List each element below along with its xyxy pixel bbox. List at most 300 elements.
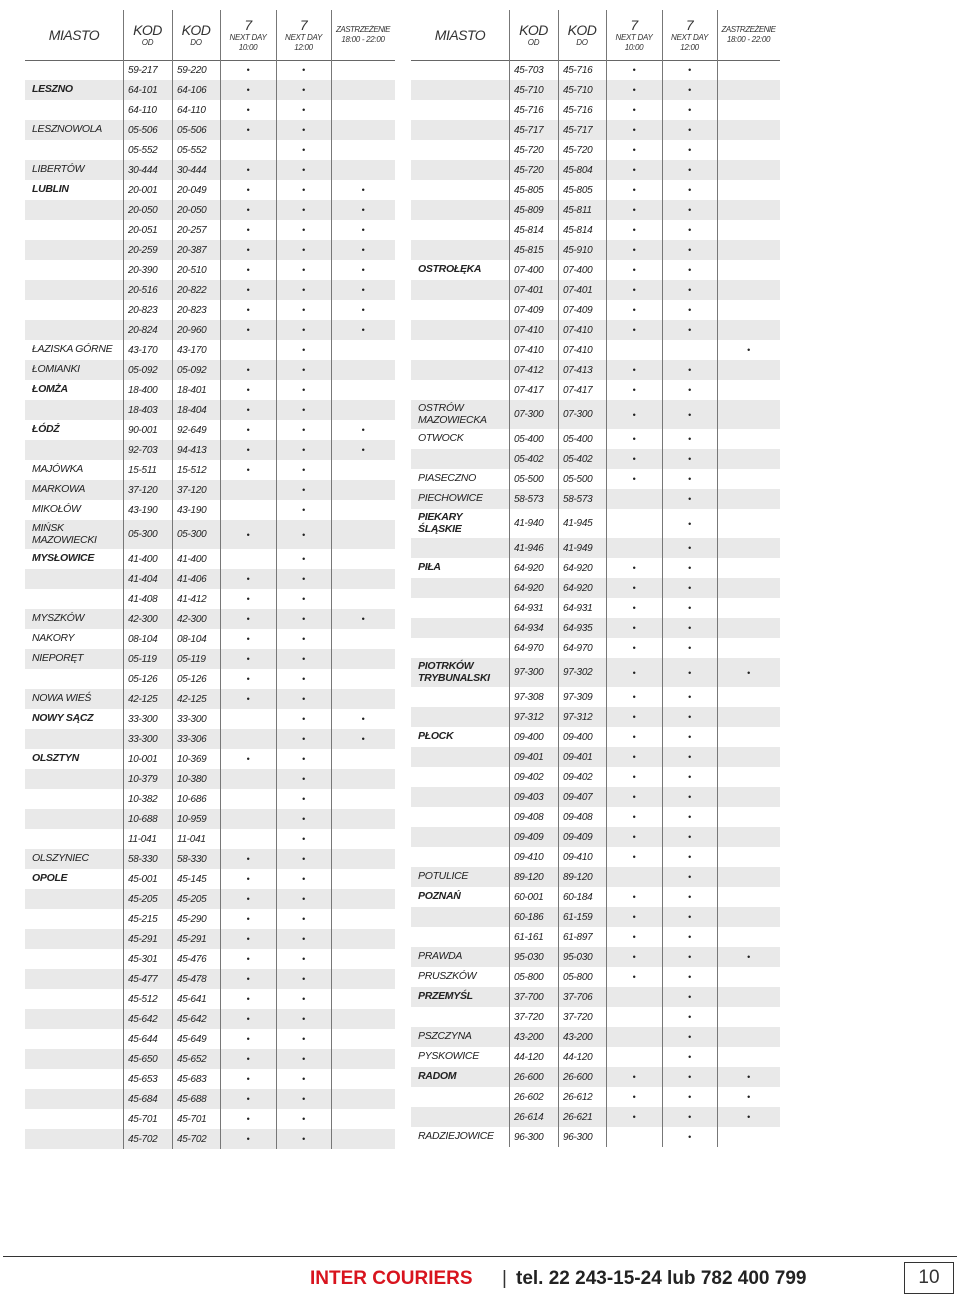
next-day-10-mark: • (246, 994, 250, 1004)
next-day-12-mark: • (688, 409, 691, 420)
reservation-mark (717, 220, 780, 240)
city-name: PRUSZKÓW (418, 970, 477, 983)
reservation-mark (717, 687, 780, 707)
reservation-mark: • (747, 1112, 750, 1122)
table-row (25, 749, 395, 769)
header-to-title: KOD (567, 22, 597, 38)
header-city-title: MIASTO (48, 27, 100, 43)
right-postcode-table (411, 10, 780, 1147)
postcode-to: 09-401 (563, 751, 593, 763)
header-nd12-sub: 12:00 (294, 43, 313, 52)
postcode-from: 10-382 (128, 793, 158, 805)
city-name (25, 929, 130, 949)
next-day-12-mark: • (688, 1032, 691, 1042)
reservation-mark (331, 160, 395, 180)
city-name (411, 180, 516, 200)
reservation-mark (717, 747, 780, 767)
next-day-10-mark: • (632, 365, 636, 375)
postcode-to: 05-506 (177, 124, 207, 136)
reservation-mark (331, 1129, 395, 1149)
next-day-12-mark: • (302, 934, 305, 944)
city-name (411, 140, 516, 160)
next-day-10-mark: • (632, 225, 636, 235)
next-day-12-mark: • (688, 105, 691, 115)
next-day-10-mark: • (632, 692, 636, 702)
next-day-12-mark: • (688, 145, 691, 155)
reservation-mark (331, 669, 395, 689)
next-day-10-mark: • (246, 574, 250, 584)
postcode-to: 45-804 (563, 164, 593, 176)
table-row (411, 429, 780, 449)
postcode-to: 37-706 (563, 991, 593, 1003)
postcode-from: 10-688 (128, 813, 158, 825)
reservation-mark: • (747, 1072, 750, 1082)
next-day-10-mark: • (632, 145, 636, 155)
postcode-from: 60-186 (514, 911, 544, 923)
table-row (25, 120, 395, 140)
reservation-mark: • (361, 734, 365, 744)
postcode-from: 58-330 (128, 853, 158, 865)
next-day-12-mark: • (688, 1132, 691, 1142)
city-name: ŁÓDŹ (32, 423, 60, 436)
header-nd12-sub: NEXT DAY (670, 33, 708, 42)
column-rule (662, 10, 663, 1147)
city-name (25, 140, 130, 160)
city-name (411, 380, 516, 400)
next-day-10-mark: • (246, 1034, 250, 1044)
next-day-12-mark: • (302, 1014, 305, 1024)
city-name (411, 300, 516, 320)
postcode-from: 33-300 (128, 713, 158, 725)
table-row (411, 360, 780, 380)
next-day-12-mark: • (688, 603, 691, 613)
postcode-from: 64-920 (514, 582, 544, 594)
header-from (509, 10, 558, 60)
next-day-12-mark: • (688, 932, 691, 942)
reservation-mark (717, 200, 780, 220)
table-row (25, 1109, 395, 1129)
city-name (411, 638, 516, 658)
city-name: LESZNOWOLA (32, 123, 102, 136)
reservation-mark: • (361, 425, 365, 435)
next-day-10-mark: • (246, 754, 250, 764)
postcode-from: 64-101 (128, 84, 158, 96)
postcode-to: 07-410 (563, 344, 593, 356)
reservation-mark: • (747, 667, 750, 678)
city-name (411, 200, 516, 220)
next-day-10-mark (606, 987, 662, 1007)
postcode-from: 09-410 (514, 851, 544, 863)
table-row (411, 1127, 780, 1147)
table-row (25, 829, 395, 849)
next-day-10-mark: • (632, 434, 636, 444)
table-row (25, 889, 395, 909)
next-day-12-mark: • (302, 465, 305, 475)
postcode-from: 07-401 (514, 284, 544, 296)
postcode-from: 45-477 (128, 973, 158, 985)
postcode-from: 64-110 (128, 104, 157, 116)
next-day-10-mark: • (246, 1094, 250, 1104)
reservation-mark (717, 598, 780, 618)
postcode-from: 64-920 (514, 562, 544, 574)
city-name: MIŃSK MAZOWIECKI (32, 522, 97, 546)
postcode-to: 97-302 (563, 667, 593, 678)
postcode-to: 07-300 (563, 409, 593, 420)
header-city (25, 10, 123, 60)
reservation-mark: • (361, 285, 365, 295)
next-day-12-mark: • (302, 425, 305, 435)
next-day-12-mark: • (302, 125, 305, 135)
next-day-12-mark: • (688, 185, 691, 195)
city-name (411, 360, 516, 380)
next-day-12-mark: • (302, 594, 305, 604)
postcode-from: 41-404 (128, 573, 158, 585)
reservation-mark (717, 489, 780, 509)
postcode-from: 07-417 (514, 384, 544, 396)
city-name (25, 809, 130, 829)
postcode-from: 05-500 (514, 473, 544, 485)
postcode-to: 10-686 (177, 793, 207, 805)
next-day-10-mark: • (246, 445, 250, 455)
table-row (411, 380, 780, 400)
next-day-10-mark (606, 538, 662, 558)
table-row (25, 569, 395, 589)
header-res-sub: 18:00 - 22:00 (341, 35, 385, 44)
postcode-to: 64-110 (177, 104, 206, 116)
postcode-from: 60-001 (514, 891, 544, 903)
city-name (25, 1049, 130, 1069)
header-nd12 (276, 10, 331, 60)
next-day-10-mark: • (632, 285, 636, 295)
header-from (123, 10, 172, 60)
table-row (25, 240, 395, 260)
reservation-mark (331, 889, 395, 909)
next-day-10-mark: • (246, 854, 250, 864)
reservation-mark (331, 789, 395, 809)
next-day-10-mark: • (632, 245, 636, 255)
city-name (25, 1109, 130, 1129)
table-row (25, 549, 395, 569)
reservation-mark (717, 907, 780, 927)
next-day-10-mark: • (632, 165, 636, 175)
reservation-mark (331, 1029, 395, 1049)
postcode-to: 37-120 (177, 484, 207, 496)
next-day-12-mark: • (302, 734, 305, 744)
table-row (25, 420, 395, 440)
next-day-12-mark: • (688, 543, 691, 553)
table-row (25, 669, 395, 689)
next-day-10-mark: • (246, 405, 250, 415)
next-day-10-mark: • (246, 874, 250, 884)
column-rule (172, 10, 173, 1149)
table-row (411, 827, 780, 847)
next-day-10-mark (220, 709, 276, 729)
next-day-12-mark: • (688, 454, 691, 464)
reservation-mark: • (361, 185, 365, 195)
postcode-from: 45-001 (128, 873, 158, 885)
next-day-10-mark (606, 340, 662, 360)
reservation-mark (717, 867, 780, 887)
table-row (25, 849, 395, 869)
reservation-mark (717, 449, 780, 469)
postcode-from: 45-716 (514, 104, 544, 116)
next-day-12-mark: • (302, 834, 305, 844)
next-day-12-mark: • (688, 65, 691, 75)
next-day-12-mark: • (302, 994, 305, 1004)
table-row (25, 649, 395, 669)
next-day-12-mark: • (688, 732, 691, 742)
next-day-10-mark: • (632, 563, 636, 573)
reservation-mark (717, 767, 780, 787)
postcode-from: 05-552 (128, 144, 158, 156)
city-name (25, 729, 130, 749)
postcode-to: 41-412 (177, 593, 207, 605)
next-day-12-mark: • (688, 852, 691, 862)
postcode-to: 61-159 (563, 911, 593, 923)
reservation-mark (331, 1109, 395, 1129)
column-rule (509, 10, 510, 1147)
table-row (411, 847, 780, 867)
city-name (411, 60, 516, 80)
postcode-to: 20-960 (177, 324, 207, 336)
reservation-mark (331, 460, 395, 480)
next-day-12-mark: • (302, 654, 305, 664)
next-day-10-mark: • (246, 1014, 250, 1024)
postcode-from: 09-409 (514, 831, 544, 843)
next-day-12-mark: • (688, 792, 691, 802)
next-day-12-mark: • (688, 125, 691, 135)
city-name (411, 827, 516, 847)
next-day-10-mark: • (246, 1074, 250, 1084)
city-name (25, 320, 130, 340)
next-day-12-mark: • (302, 914, 305, 924)
next-day-10-mark: • (246, 1134, 250, 1144)
city-name: PSZCZYNA (418, 1030, 472, 1043)
next-day-10-mark: • (632, 325, 636, 335)
next-day-10-mark: • (246, 674, 250, 684)
table-row (411, 300, 780, 320)
table-row (25, 360, 395, 380)
city-name (25, 400, 130, 420)
postcode-to: 42-125 (177, 693, 207, 705)
column-rule (717, 10, 718, 1147)
postcode-from: 45-809 (514, 204, 544, 216)
postcode-from: 07-400 (514, 264, 544, 276)
postcode-from: 11-041 (128, 833, 157, 845)
table-row (25, 1129, 395, 1149)
city-name (25, 989, 130, 1009)
postcode-from: 20-824 (128, 324, 158, 336)
header-res-sub: 18:00 - 22:00 (726, 35, 771, 44)
postcode-to: 45-688 (177, 1093, 207, 1105)
next-day-10-mark: • (632, 792, 636, 802)
table-row (411, 60, 780, 80)
table-row (411, 1107, 780, 1127)
table-row (411, 867, 780, 887)
city-name: ŁOMŻA (32, 383, 68, 396)
footer-separator: | (502, 1268, 507, 1289)
postcode-to: 64-920 (563, 582, 593, 594)
postcode-from: 05-126 (128, 673, 158, 685)
table-row (25, 400, 395, 420)
reservation-mark (717, 727, 780, 747)
postcode-to: 05-300 (177, 529, 207, 540)
postcode-from: 30-444 (128, 164, 158, 176)
city-name: MARKOWA (32, 483, 86, 496)
city-name (25, 1129, 130, 1149)
table-row (25, 100, 395, 120)
postcode-from: 95-030 (514, 951, 544, 963)
reservation-mark (331, 649, 395, 669)
next-day-12-mark: • (688, 225, 691, 235)
reservation-mark (331, 1049, 395, 1069)
postcode-from: 97-308 (514, 691, 544, 703)
next-day-10-mark: • (246, 185, 250, 195)
next-day-10-mark: • (246, 325, 250, 335)
next-day-10-mark (606, 509, 662, 538)
city-name: RADZIEJOWICE (418, 1130, 494, 1143)
postcode-from: 45-805 (514, 184, 544, 196)
header-to-sub: DO (576, 38, 588, 47)
reservation-mark (717, 469, 780, 489)
next-day-12-mark: • (302, 854, 305, 864)
postcode-to: 18-404 (177, 404, 207, 416)
postcode-to: 44-120 (563, 1051, 593, 1063)
city-name: PRZEMYŚL (418, 990, 473, 1003)
reservation-mark (331, 340, 395, 360)
reservation-mark (331, 360, 395, 380)
postcode-to: 33-300 (177, 713, 207, 725)
postcode-to: 42-300 (177, 613, 207, 625)
table-row (411, 638, 780, 658)
postcode-to: 05-552 (177, 144, 207, 156)
postcode-from: 90-001 (128, 424, 158, 436)
reservation-mark: • (747, 1092, 750, 1102)
header-from-title: KOD (133, 22, 162, 38)
postcode-to: 61-897 (563, 931, 593, 943)
next-day-10-mark (606, 489, 662, 509)
reservation-mark (331, 929, 395, 949)
next-day-10-mark: • (632, 852, 636, 862)
table-row (411, 80, 780, 100)
next-day-12-mark: • (302, 974, 305, 984)
city-name (25, 1009, 130, 1029)
postcode-from: 07-300 (514, 409, 544, 420)
postcode-from: 37-720 (514, 1011, 544, 1023)
postcode-to: 30-444 (177, 164, 207, 176)
next-day-12-mark: • (688, 752, 691, 762)
table-row (25, 320, 395, 340)
reservation-mark (717, 300, 780, 320)
reservation-mark (331, 769, 395, 789)
postcode-from: 18-400 (128, 384, 158, 396)
postcode-to: 05-800 (563, 971, 593, 983)
postcode-to: 58-330 (177, 853, 207, 865)
next-day-12-mark: • (302, 165, 305, 175)
next-day-10-mark: • (246, 385, 250, 395)
postcode-from: 07-410 (514, 344, 544, 356)
reservation-mark: • (361, 714, 365, 724)
postcode-from: 10-379 (128, 773, 158, 785)
next-day-12-mark: • (302, 1034, 305, 1044)
page-footer (0, 1256, 960, 1301)
postcode-from: 33-300 (128, 733, 158, 745)
postcode-to: 09-410 (563, 851, 593, 863)
next-day-10-mark: • (632, 1112, 636, 1122)
table-row (411, 100, 780, 120)
postcode-from: 41-408 (128, 593, 158, 605)
reservation-mark (331, 60, 395, 80)
city-name (411, 1007, 516, 1027)
city-name: PŁOCK (418, 730, 454, 743)
postcode-from: 45-701 (128, 1113, 158, 1125)
postcode-from: 64-970 (514, 642, 544, 654)
postcode-to: 64-920 (563, 562, 593, 574)
postcode-to: 41-945 (563, 518, 593, 529)
next-day-10-mark: • (632, 409, 636, 420)
table-row (25, 809, 395, 829)
next-day-12-mark: • (688, 1072, 691, 1082)
next-day-10-mark: • (246, 265, 250, 275)
table-row (411, 160, 780, 180)
city-name: OLSZTYN (32, 752, 79, 765)
reservation-mark (331, 969, 395, 989)
postcode-from: 45-301 (128, 953, 158, 965)
next-day-12-mark: • (302, 145, 305, 155)
table-row (411, 987, 780, 1007)
table-row (411, 658, 780, 687)
postcode-from: 05-092 (128, 364, 158, 376)
city-name (411, 340, 516, 360)
city-name (411, 767, 516, 787)
postcode-to: 97-312 (563, 711, 593, 723)
page-number: 10 (904, 1262, 954, 1294)
next-day-10-mark: • (246, 654, 250, 664)
next-day-12-mark: • (302, 954, 305, 964)
table-row (411, 598, 780, 618)
postcode-from: 20-051 (128, 224, 158, 236)
table-row (411, 907, 780, 927)
reservation-mark (331, 689, 395, 709)
next-day-10-mark: • (246, 365, 250, 375)
next-day-12-mark: • (688, 165, 691, 175)
postcode-to: 07-410 (563, 324, 593, 336)
next-day-10-mark: • (632, 912, 636, 922)
postcode-to: 10-380 (177, 773, 207, 785)
next-day-10-mark: • (246, 1054, 250, 1064)
city-name (411, 320, 516, 340)
next-day-12-mark: • (688, 1092, 691, 1102)
city-name: PIASECZNO (418, 472, 476, 485)
table-row (25, 1089, 395, 1109)
reservation-mark: • (361, 325, 365, 335)
postcode-from: 45-291 (128, 933, 158, 945)
header-to (172, 10, 220, 60)
postcode-from: 41-940 (514, 518, 544, 529)
next-day-10-mark: • (246, 245, 250, 255)
city-name (25, 1089, 130, 1109)
next-day-12-mark: • (688, 205, 691, 215)
table-row (411, 747, 780, 767)
reservation-mark (331, 520, 395, 549)
next-day-10-mark (220, 140, 276, 160)
postcode-from: 20-516 (128, 284, 158, 296)
postcode-to: 09-400 (563, 731, 593, 743)
postcode-from: 07-409 (514, 304, 544, 316)
postcode-from: 45-205 (128, 893, 158, 905)
header-nd10-title: 7 (630, 17, 638, 33)
postcode-from: 07-412 (514, 364, 544, 376)
